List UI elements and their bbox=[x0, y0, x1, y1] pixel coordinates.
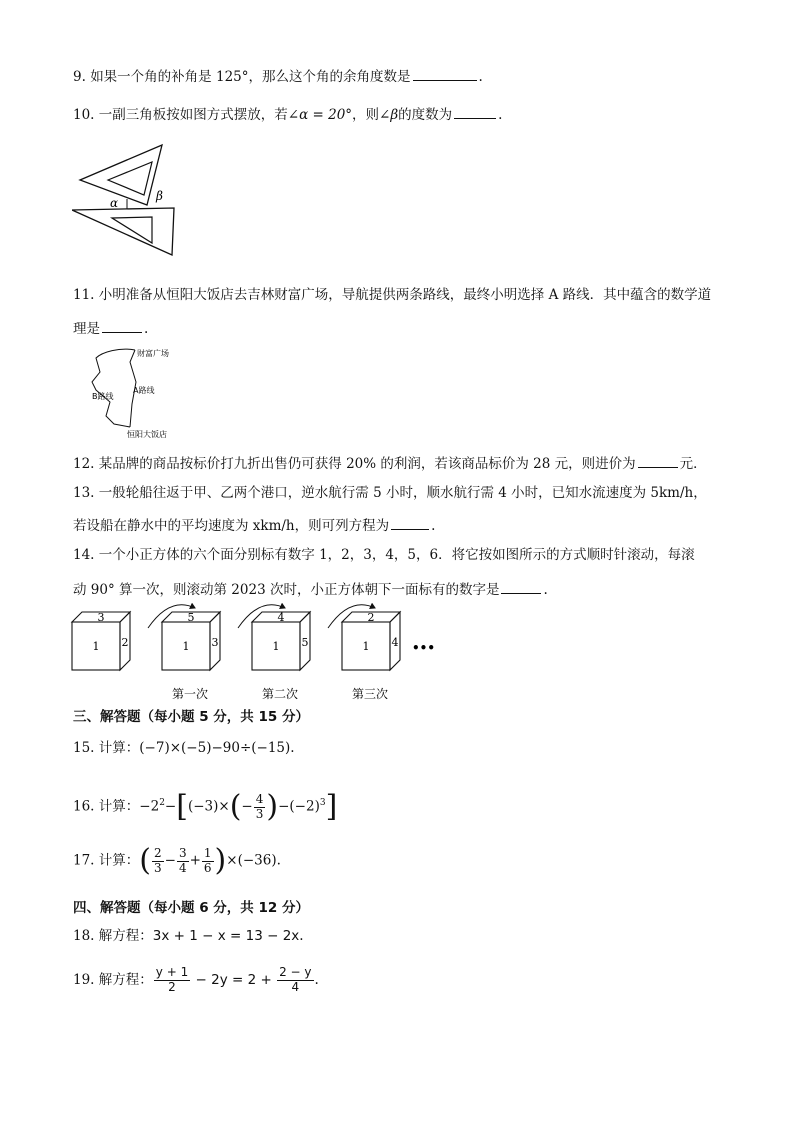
denominator: 2 bbox=[168, 979, 176, 994]
question-11-line1 bbox=[73, 289, 711, 303]
question-label: 计算： bbox=[98, 798, 140, 815]
target-angle: ∠β bbox=[379, 107, 399, 123]
question-label: 计算： bbox=[98, 740, 140, 756]
numerator: 3 bbox=[178, 845, 187, 860]
question-number: 18. bbox=[73, 928, 95, 944]
cube-side-number: 4 bbox=[391, 636, 399, 649]
route-b-label: B路线 bbox=[92, 392, 114, 401]
answer-blank[interactable] bbox=[501, 581, 541, 594]
right-paren: ) bbox=[266, 789, 279, 824]
left-bracket: [ bbox=[176, 789, 188, 824]
punct: . bbox=[276, 852, 281, 869]
question-10 bbox=[73, 106, 502, 123]
punct: . bbox=[478, 69, 483, 85]
question-number: 11. bbox=[73, 287, 95, 303]
ellipsis: ••• bbox=[412, 641, 436, 655]
question-text: 的度数为 bbox=[398, 107, 453, 123]
beta-label: β bbox=[156, 189, 163, 203]
section-3-title: 三、解答题（每小题 5 分，共 15 分） bbox=[73, 709, 309, 725]
question-text: 小明准备从恒阳大饭店去吉林财富广场，导航提供两条路线，最终小明选择 A 路线．其中蕴含的数学道 bbox=[98, 287, 712, 303]
alpha-label: α bbox=[110, 196, 119, 210]
question-14-line1 bbox=[73, 549, 695, 563]
route-map-figure bbox=[90, 342, 190, 442]
exponent: 2 bbox=[159, 798, 165, 808]
cube-caption: 第三次 bbox=[351, 687, 389, 701]
answer-blank[interactable] bbox=[102, 320, 142, 333]
question-number: 9. bbox=[73, 69, 86, 85]
term: ×(−36) bbox=[226, 852, 277, 869]
question-number: 15. bbox=[73, 740, 95, 756]
punct: . bbox=[314, 971, 319, 988]
start-label: 恒阳大饭店 bbox=[127, 430, 167, 439]
question-number: 19. bbox=[73, 971, 95, 988]
numerator: 4 bbox=[255, 791, 264, 806]
section-4-title: 四、解答题（每小题 6 分，共 12 分） bbox=[73, 900, 309, 916]
cube-front-number: 1 bbox=[362, 640, 370, 653]
term: − 2y = 2 + bbox=[195, 971, 272, 988]
left-paren: ( bbox=[229, 789, 242, 824]
punct: 元． bbox=[679, 456, 707, 472]
left-paren: ( bbox=[139, 843, 151, 878]
question-number: 12. bbox=[73, 456, 95, 472]
answer-blank[interactable] bbox=[638, 455, 678, 468]
cube-top-number: 3 bbox=[97, 611, 105, 624]
denominator: 3 bbox=[154, 860, 162, 875]
punct: . bbox=[498, 107, 503, 123]
question-text: 一副三角板按如图方式摆放，若 bbox=[98, 107, 288, 123]
term: (−3)× bbox=[187, 798, 230, 815]
fraction bbox=[277, 966, 313, 995]
right-paren: ) bbox=[214, 843, 227, 878]
numerator: 2 bbox=[154, 845, 162, 860]
question-label: 计算： bbox=[98, 852, 140, 869]
fraction bbox=[202, 847, 214, 876]
destination-label: 财富广场 bbox=[137, 349, 169, 358]
expression: (−7)×(−5)−90÷(−15) bbox=[139, 740, 291, 756]
cube-side-number: 3 bbox=[211, 636, 219, 649]
question-number: 16. bbox=[73, 798, 95, 815]
cube-front-number: 1 bbox=[182, 640, 190, 653]
punct: . bbox=[431, 518, 436, 534]
fraction bbox=[152, 847, 164, 876]
operator: − bbox=[164, 798, 177, 815]
question-17: 17. 计算：( $\frac{2}{3}$ − $\frac{3}{4}$ + $\frac{1}{6}$ )×(−36). bbox=[73, 843, 281, 878]
question-label: 解方程： bbox=[98, 928, 153, 944]
cube-3 bbox=[342, 611, 400, 701]
question-18 bbox=[73, 930, 304, 944]
question-15 bbox=[73, 742, 295, 756]
question-text: 一般轮船往返于甲、乙两个港口，逆水航行需 5 小时，顺水航行需 4 小时，已知水流速度为 5km/h， bbox=[98, 485, 707, 501]
numerator: 1 bbox=[203, 845, 212, 860]
answer-blank[interactable] bbox=[391, 517, 429, 530]
punct: . bbox=[543, 582, 548, 598]
question-number: 13. bbox=[73, 485, 95, 501]
question-label: 解方程： bbox=[98, 971, 153, 988]
cube-1 bbox=[162, 611, 220, 701]
right-bracket: ] bbox=[325, 789, 338, 824]
cube-front-number: 1 bbox=[272, 640, 280, 653]
question-number: 17. bbox=[73, 852, 95, 869]
numerator: 2 − y bbox=[279, 965, 312, 979]
numerator: y + 1 bbox=[155, 965, 189, 979]
cube-side-number: 5 bbox=[301, 636, 309, 649]
fraction bbox=[177, 847, 189, 876]
cube-2 bbox=[252, 611, 310, 701]
question-13-line2 bbox=[73, 517, 435, 534]
question-11-line2 bbox=[73, 320, 148, 337]
punct: . bbox=[144, 321, 149, 337]
condition: ∠α = 20° bbox=[287, 107, 353, 123]
cube-0 bbox=[72, 611, 130, 670]
cube-top-number: 2 bbox=[367, 611, 375, 624]
denominator: 6 bbox=[203, 860, 212, 875]
fraction bbox=[154, 966, 190, 995]
question-text: 如果一个角的补角是 125°，那么这个角的余角度数是 bbox=[90, 69, 411, 85]
rolling-cubes-figure bbox=[70, 600, 440, 706]
answer-blank[interactable] bbox=[454, 106, 496, 119]
question-13-line1 bbox=[73, 487, 707, 501]
cube-front-number: 1 bbox=[92, 640, 100, 653]
triangle-rulers-figure bbox=[72, 140, 192, 258]
question-text: 动 90° 算一次，则滚动第 2023 次时，小正方体朝下一面标有的数字是 bbox=[73, 582, 500, 598]
question-12 bbox=[73, 455, 707, 472]
question-text: 某品牌的商品按标价打九折出售仍可获得 20% 的利润，若该商品标价为 28 元，则进价为 bbox=[98, 456, 636, 472]
question-text: 一个小正方体的六个面分别标有数字 1，2，3，4，5，6．将它按如图所示的方式顺时针滚动，每滚 bbox=[98, 547, 695, 563]
denominator: 4 bbox=[178, 860, 187, 875]
fraction bbox=[254, 793, 266, 822]
cube-caption: 第二次 bbox=[261, 687, 299, 701]
term: −(−2) bbox=[278, 798, 320, 815]
question-16: 16. 计算：$-2^2-[(-3)\times(-$ $\frac{4}{3}$ )$-(-2)^3$] bbox=[73, 789, 338, 824]
question-19 bbox=[73, 966, 319, 995]
denominator: 4 bbox=[291, 979, 300, 994]
punct: . bbox=[290, 740, 295, 756]
cube-side-number: 2 bbox=[121, 636, 129, 649]
term: −2 bbox=[139, 798, 160, 815]
question-number: 10. bbox=[73, 107, 95, 123]
cube-caption: 第一次 bbox=[171, 687, 209, 701]
question-14-line2 bbox=[73, 581, 548, 598]
answer-blank[interactable] bbox=[413, 68, 477, 81]
question-text: 若设船在静水中的平均速度为 xkm/h，则可列方程为 bbox=[73, 518, 390, 534]
question-text: ，则 bbox=[352, 107, 380, 123]
equation: 3x + 1 − x = 13 − 2x bbox=[152, 928, 300, 944]
question-9 bbox=[73, 68, 483, 85]
question-number: 14. bbox=[73, 547, 95, 563]
route-a-label: A路线 bbox=[133, 386, 155, 395]
punct: . bbox=[299, 928, 304, 944]
question-text: 理是 bbox=[73, 321, 100, 337]
exponent: 3 bbox=[319, 798, 326, 808]
denominator: 3 bbox=[255, 806, 264, 821]
cube-top-number: 5 bbox=[187, 611, 195, 624]
cube-top-number: 4 bbox=[277, 611, 285, 624]
